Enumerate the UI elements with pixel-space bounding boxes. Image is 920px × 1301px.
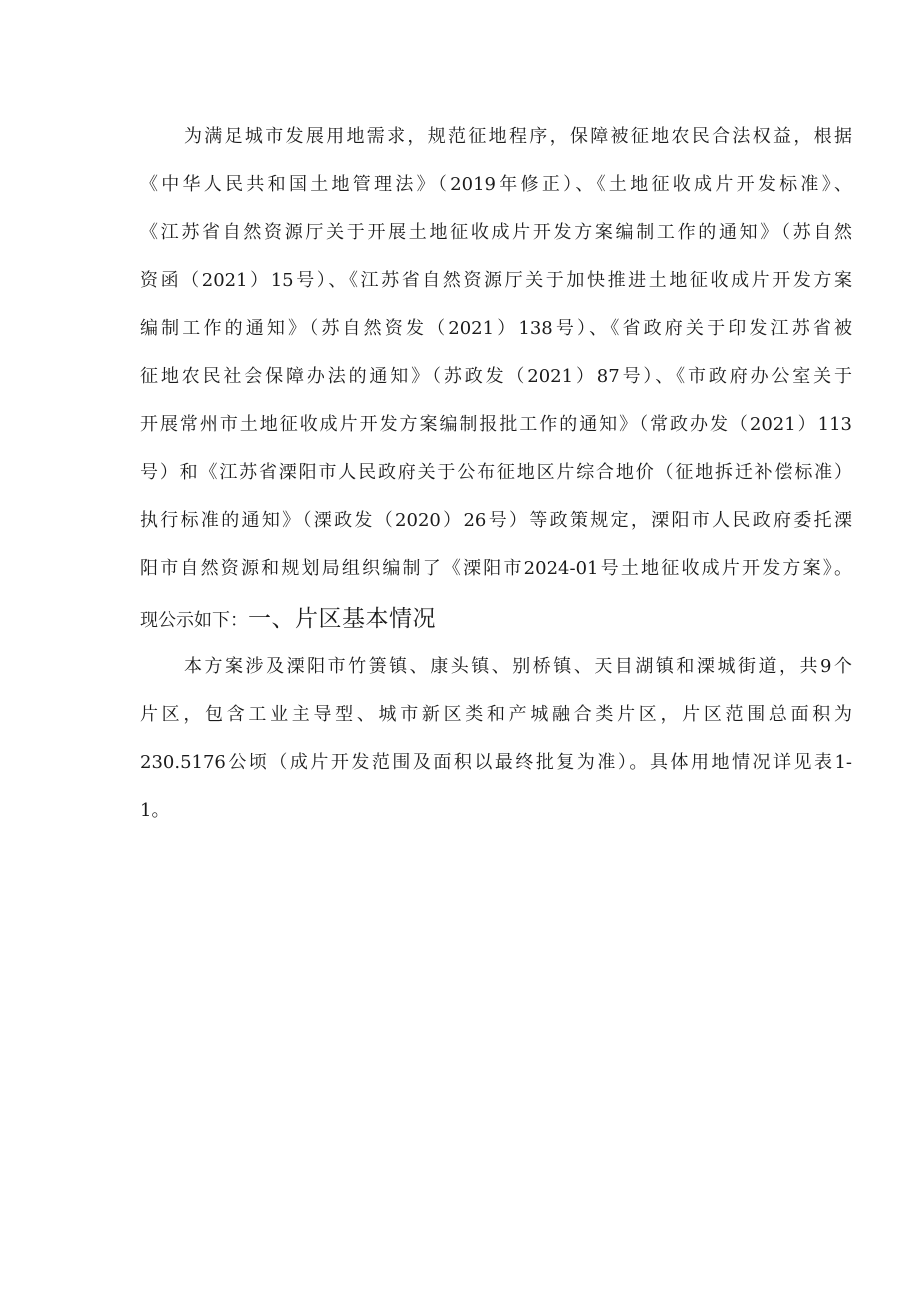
intro-paragraph-line-4: 资函（2021）15号）、《江苏省自然资源厅关于加快推进土地征收成片开发方案	[140, 270, 852, 291]
section-paragraph-line-3: 230.5176公顷（成片开发范围及面积以最终批复为准）。具体用地情况详见表1-	[140, 752, 852, 773]
intro-paragraph-line-1: 为满足城市发展用地需求，规范征地程序，保障被征地农民合法权益，根据	[184, 126, 852, 147]
section-paragraph-line-1: 本方案涉及溧阳市竹箦镇、康头镇、别桥镇、天目湖镇和溧城街道，共9个	[184, 656, 852, 677]
announce-text: 现公示如下：	[140, 610, 248, 631]
announce-line	[140, 601, 852, 637]
intro-paragraph-line-6: 征地农民社会保障办法的通知》（苏政发（2021）87号）、《市政府办公室关于	[140, 366, 852, 387]
intro-paragraph-line-5: 编制工作的通知》（苏自然资发（2021）138号）、《省政府关于印发江苏省被	[140, 318, 852, 339]
intro-paragraph-line-7: 开展常州市土地征收成片开发方案编制报批工作的通知》（常政办发（2021）113	[140, 414, 852, 435]
intro-paragraph-line-9: 执行标准的通知》（溧政发（2020）26号）等政策规定，溧阳市人民政府委托溧	[140, 510, 852, 531]
section-paragraph-line-2: 片区，包含工业主导型、城市新区类和产城融合类片区，片区范围总面积为	[140, 704, 852, 725]
intro-paragraph-line-8: 号）和《江苏省溧阳市人民政府关于公布征地区片综合地价（征地拆迁补偿标准）	[140, 462, 852, 483]
intro-paragraph-line-2: 《中华人民共和国土地管理法》（2019年修正）、《土地征收成片开发标准》、	[140, 174, 852, 195]
section-heading: 一、片区基本情况	[248, 606, 436, 632]
intro-paragraph-line-3: 《江苏省自然资源厅关于开展土地征收成片开发方案编制工作的通知》（苏自然	[140, 222, 852, 243]
intro-paragraph-line-10: 阳市自然资源和规划局组织编制了《溧阳市2024-01号土地征收成片开发方案》。	[140, 558, 852, 579]
section-paragraph-line-4: 1。	[140, 800, 170, 821]
